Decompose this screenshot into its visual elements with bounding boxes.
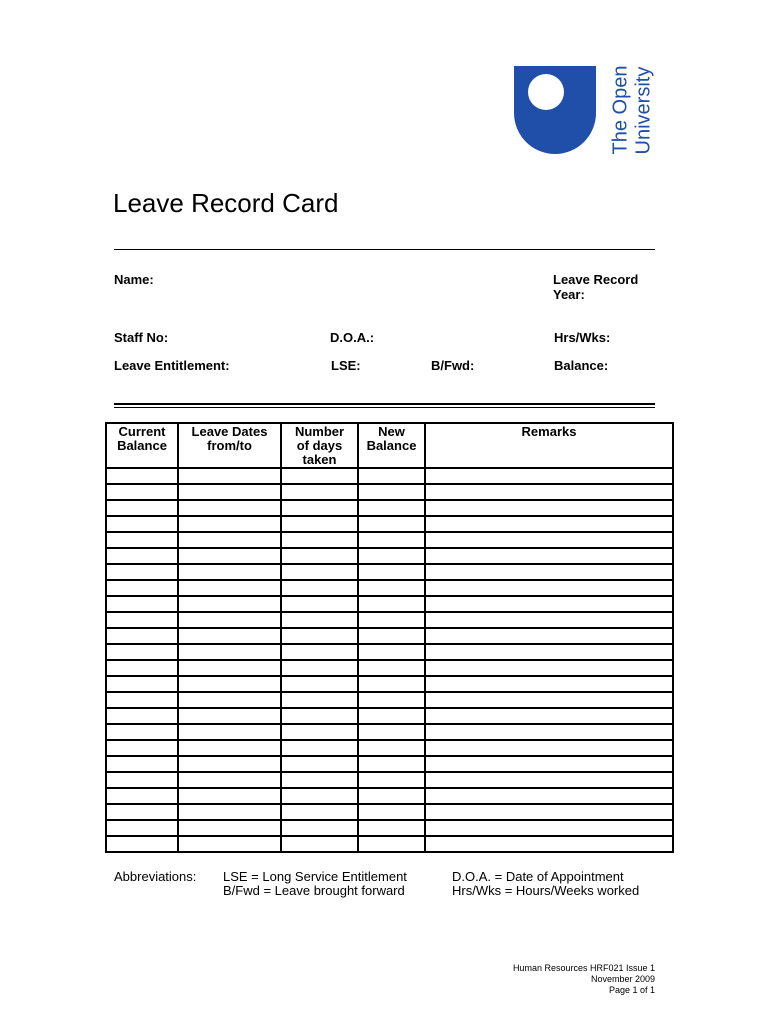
- table-cell[interactable]: [281, 468, 358, 484]
- table-row: [106, 532, 673, 548]
- table-cell[interactable]: [281, 596, 358, 612]
- abbr-hrs-wks: Hrs/Wks = Hours/Weeks worked: [452, 883, 640, 898]
- table-row: [106, 660, 673, 676]
- lse-label: LSE:: [331, 358, 361, 373]
- table-cell[interactable]: [178, 644, 281, 660]
- table-cell[interactable]: [178, 788, 281, 804]
- table-cell[interactable]: [178, 692, 281, 708]
- table-cell[interactable]: [425, 596, 673, 612]
- table-row: [106, 804, 673, 820]
- table-cell[interactable]: [281, 628, 358, 644]
- table-cell[interactable]: [106, 788, 178, 804]
- table-cell[interactable]: [358, 580, 425, 596]
- table-cell[interactable]: [281, 532, 358, 548]
- table-cell[interactable]: [425, 484, 673, 500]
- table-row: [106, 740, 673, 756]
- title-divider: [114, 249, 655, 250]
- table-cell[interactable]: [425, 804, 673, 820]
- table-cell[interactable]: [106, 612, 178, 628]
- table-cell[interactable]: [106, 548, 178, 564]
- table-cell[interactable]: [358, 516, 425, 532]
- header-remarks: Remarks: [425, 423, 673, 468]
- table-cell[interactable]: [281, 644, 358, 660]
- table-row: [106, 708, 673, 724]
- table-row: [106, 516, 673, 532]
- table-cell[interactable]: [425, 740, 673, 756]
- table-cell[interactable]: [281, 516, 358, 532]
- table-row: [106, 676, 673, 692]
- table-cell[interactable]: [358, 756, 425, 772]
- table-cell[interactable]: [106, 724, 178, 740]
- abbr-doa: D.O.A. = Date of Appointment: [452, 869, 624, 884]
- table-cell[interactable]: [106, 836, 178, 852]
- table-cell[interactable]: [281, 756, 358, 772]
- table-row: [106, 500, 673, 516]
- table-cell[interactable]: [106, 468, 178, 484]
- hrs-wks-label: Hrs/Wks:: [554, 330, 611, 345]
- table-cell[interactable]: [358, 692, 425, 708]
- table-cell[interactable]: [106, 580, 178, 596]
- table-cell[interactable]: [178, 532, 281, 548]
- table-cell[interactable]: [358, 612, 425, 628]
- table-cell[interactable]: [178, 484, 281, 500]
- table-row: [106, 644, 673, 660]
- table-cell[interactable]: [425, 548, 673, 564]
- table-cell[interactable]: [425, 836, 673, 852]
- table-cell[interactable]: [106, 804, 178, 820]
- table-cell[interactable]: [358, 788, 425, 804]
- table-cell[interactable]: [281, 564, 358, 580]
- table-cell[interactable]: [178, 756, 281, 772]
- table-cell[interactable]: [358, 644, 425, 660]
- table-cell[interactable]: [178, 612, 281, 628]
- table-cell[interactable]: [281, 788, 358, 804]
- table-cell[interactable]: [425, 820, 673, 836]
- table-cell[interactable]: [281, 836, 358, 852]
- balance-label: Balance:: [554, 358, 609, 373]
- table-cell[interactable]: [425, 708, 673, 724]
- footer-line-3: Page 1 of 1: [608, 985, 655, 995]
- table-cell[interactable]: [106, 564, 178, 580]
- table-cell[interactable]: [106, 500, 178, 516]
- table-cell[interactable]: [106, 484, 178, 500]
- double-rule-top: [114, 403, 655, 405]
- table-cell[interactable]: [178, 564, 281, 580]
- table-row: [106, 836, 673, 852]
- table-cell[interactable]: [106, 692, 178, 708]
- table-cell[interactable]: [425, 788, 673, 804]
- double-rule-bottom: [114, 407, 655, 408]
- table-cell[interactable]: [281, 660, 358, 676]
- table-cell[interactable]: [425, 532, 673, 548]
- table-cell[interactable]: [106, 772, 178, 788]
- table-cell[interactable]: [106, 596, 178, 612]
- logo-line-2: University: [632, 66, 655, 155]
- table-cell[interactable]: [106, 676, 178, 692]
- table-cell[interactable]: [358, 836, 425, 852]
- header-current-balance: Current Balance: [106, 423, 178, 468]
- leave-record-table: [105, 422, 674, 853]
- table-row: [106, 692, 673, 708]
- footer-line-2: November 2009: [590, 974, 655, 984]
- table-cell[interactable]: [358, 628, 425, 644]
- table-row: [106, 612, 673, 628]
- table-cell[interactable]: [281, 724, 358, 740]
- leave-entitlement-label: Leave Entitlement:: [114, 358, 230, 373]
- table-cell[interactable]: [425, 644, 673, 660]
- table-row: [106, 484, 673, 500]
- table-cell[interactable]: [425, 660, 673, 676]
- table-row: [106, 564, 673, 580]
- abbr-lse: LSE = Long Service Entitlement: [223, 869, 407, 884]
- table-cell[interactable]: [178, 596, 281, 612]
- table-cell[interactable]: [106, 628, 178, 644]
- table-cell[interactable]: [178, 836, 281, 852]
- open-university-logo-shield: [514, 66, 596, 154]
- table-cell[interactable]: [358, 500, 425, 516]
- table-cell[interactable]: [178, 804, 281, 820]
- page-title: Leave Record Card: [113, 188, 339, 218]
- table-cell[interactable]: [358, 820, 425, 836]
- bfwd-label: B/Fwd:: [431, 358, 475, 373]
- table-cell[interactable]: [281, 692, 358, 708]
- table-cell[interactable]: [178, 468, 281, 484]
- abbr-bfwd: B/Fwd = Leave brought forward: [223, 883, 405, 898]
- table-cell[interactable]: [358, 708, 425, 724]
- table-cell[interactable]: [281, 580, 358, 596]
- table-cell[interactable]: [425, 580, 673, 596]
- table-cell[interactable]: [425, 628, 673, 644]
- table-cell[interactable]: [281, 676, 358, 692]
- table-cell[interactable]: [178, 724, 281, 740]
- table-cell[interactable]: [106, 660, 178, 676]
- table-row: [106, 788, 673, 804]
- table-cell[interactable]: [178, 820, 281, 836]
- table-cell[interactable]: [358, 596, 425, 612]
- table-row: [106, 756, 673, 772]
- table-cell[interactable]: [106, 820, 178, 836]
- name-label: Name:: [114, 272, 154, 287]
- table-cell[interactable]: [425, 772, 673, 788]
- table-cell[interactable]: [358, 660, 425, 676]
- table-cell[interactable]: [358, 804, 425, 820]
- table-cell[interactable]: [178, 628, 281, 644]
- table-cell[interactable]: [358, 468, 425, 484]
- table-row: [106, 628, 673, 644]
- table-cell[interactable]: [281, 772, 358, 788]
- table-cell[interactable]: [425, 692, 673, 708]
- table-cell[interactable]: [106, 516, 178, 532]
- doa-label: D.O.A.:: [330, 330, 375, 345]
- table-cell[interactable]: [178, 580, 281, 596]
- table-cell[interactable]: [178, 772, 281, 788]
- table-cell[interactable]: [425, 612, 673, 628]
- table-row: [106, 724, 673, 740]
- table-cell[interactable]: [425, 516, 673, 532]
- table-cell[interactable]: [106, 532, 178, 548]
- table-row: [106, 548, 673, 564]
- abbreviations-label: Abbreviations:: [114, 869, 197, 884]
- table-cell[interactable]: [178, 500, 281, 516]
- table-cell[interactable]: [425, 724, 673, 740]
- table-cell[interactable]: [106, 740, 178, 756]
- table-cell[interactable]: [425, 564, 673, 580]
- table-cell[interactable]: [358, 532, 425, 548]
- table-row: [106, 468, 673, 484]
- footer-line-1: Human Resources HRF021 Issue 1: [512, 963, 655, 973]
- table-cell[interactable]: [106, 708, 178, 724]
- header-leave-dates: Leave Dates from/to: [178, 423, 281, 468]
- table-cell[interactable]: [425, 468, 673, 484]
- table-cell[interactable]: [425, 676, 673, 692]
- table-row: [106, 580, 673, 596]
- table-cell[interactable]: [178, 516, 281, 532]
- table-header-row: [106, 423, 673, 468]
- staff-no-label: Staff No:: [114, 330, 169, 345]
- table-cell[interactable]: [281, 740, 358, 756]
- header-number-of-days: Number of days taken: [281, 423, 358, 468]
- table-cell[interactable]: [358, 484, 425, 500]
- table-cell[interactable]: [281, 484, 358, 500]
- table-cell[interactable]: [106, 644, 178, 660]
- table-cell[interactable]: [281, 804, 358, 820]
- table-cell[interactable]: [281, 708, 358, 724]
- table-cell[interactable]: [178, 548, 281, 564]
- table-cell[interactable]: [178, 708, 281, 724]
- table-row: [106, 596, 673, 612]
- table-cell[interactable]: [358, 676, 425, 692]
- table-cell[interactable]: [178, 676, 281, 692]
- table-cell[interactable]: [281, 548, 358, 564]
- footer: [513, 963, 655, 996]
- table-cell[interactable]: [425, 756, 673, 772]
- leave-record-year-label: Leave Record Year:: [553, 272, 639, 302]
- table-cell[interactable]: [358, 772, 425, 788]
- table-cell[interactable]: [178, 660, 281, 676]
- table-cell[interactable]: [281, 820, 358, 836]
- table-body: [106, 468, 673, 852]
- table-cell[interactable]: [358, 548, 425, 564]
- table-row: [106, 820, 673, 836]
- table-cell[interactable]: [358, 564, 425, 580]
- table-cell[interactable]: [281, 500, 358, 516]
- table-cell[interactable]: [358, 724, 425, 740]
- table-cell[interactable]: [281, 612, 358, 628]
- table-row: [106, 772, 673, 788]
- table-cell[interactable]: [425, 500, 673, 516]
- table-cell[interactable]: [358, 740, 425, 756]
- open-university-logo-text: [604, 64, 660, 156]
- table-cell[interactable]: [178, 740, 281, 756]
- header-new-balance: New Balance: [358, 423, 425, 468]
- logo-line-1: The Open: [609, 65, 632, 155]
- table-cell[interactable]: [106, 756, 178, 772]
